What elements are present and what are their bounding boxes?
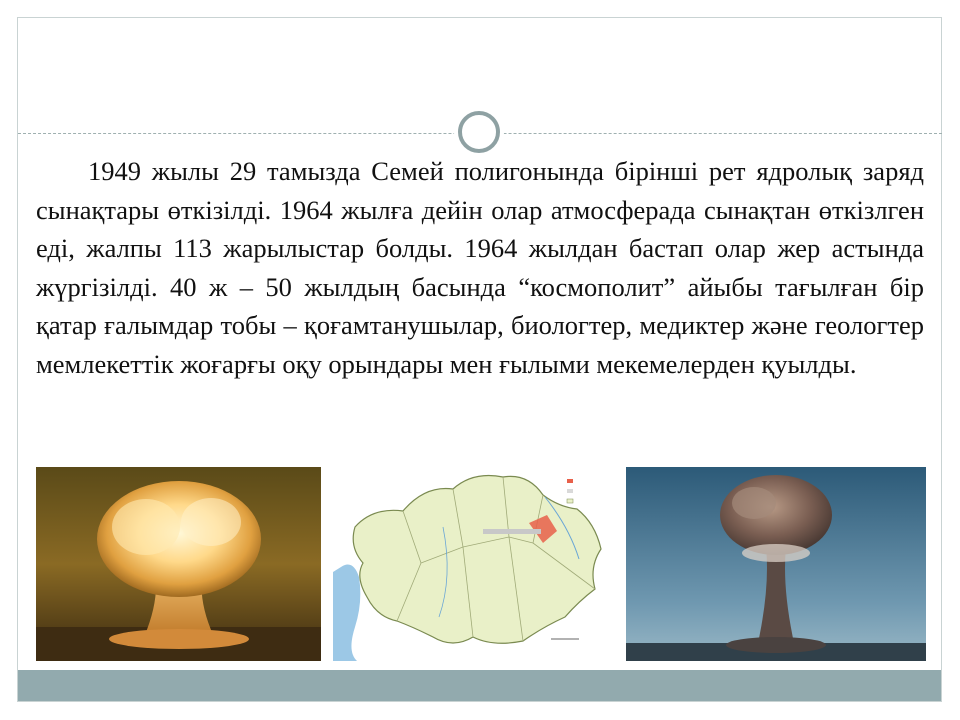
kazakhstan-map [333,467,616,661]
body-paragraph: 1949 жылы 29 тамызда Семей полигонында бірінші рет ядролық заряд сынақтары өткізілді. 1964 жылға дейін олар атмосферада сынақтан өткізлген еді, жалпы 113 жарылыстар болды. 1964 жылдан бастап олар жер астында жүргізілді. 40 ж – 50 жылдың басында “космополит” айыбы тағылған бір қатар ғалымдар тобы – қоғамтанушылар, биологтер, медиктер және геологтер мемлекеттік жоғарғы оқу орындары мен ғылыми мекемелерден қуылды. [36,156,924,379]
mushroom-cloud-photo [626,467,926,661]
nuclear-explosion-photo [36,467,321,661]
footer-bar [18,670,941,701]
ring-ornament-icon [454,107,504,157]
